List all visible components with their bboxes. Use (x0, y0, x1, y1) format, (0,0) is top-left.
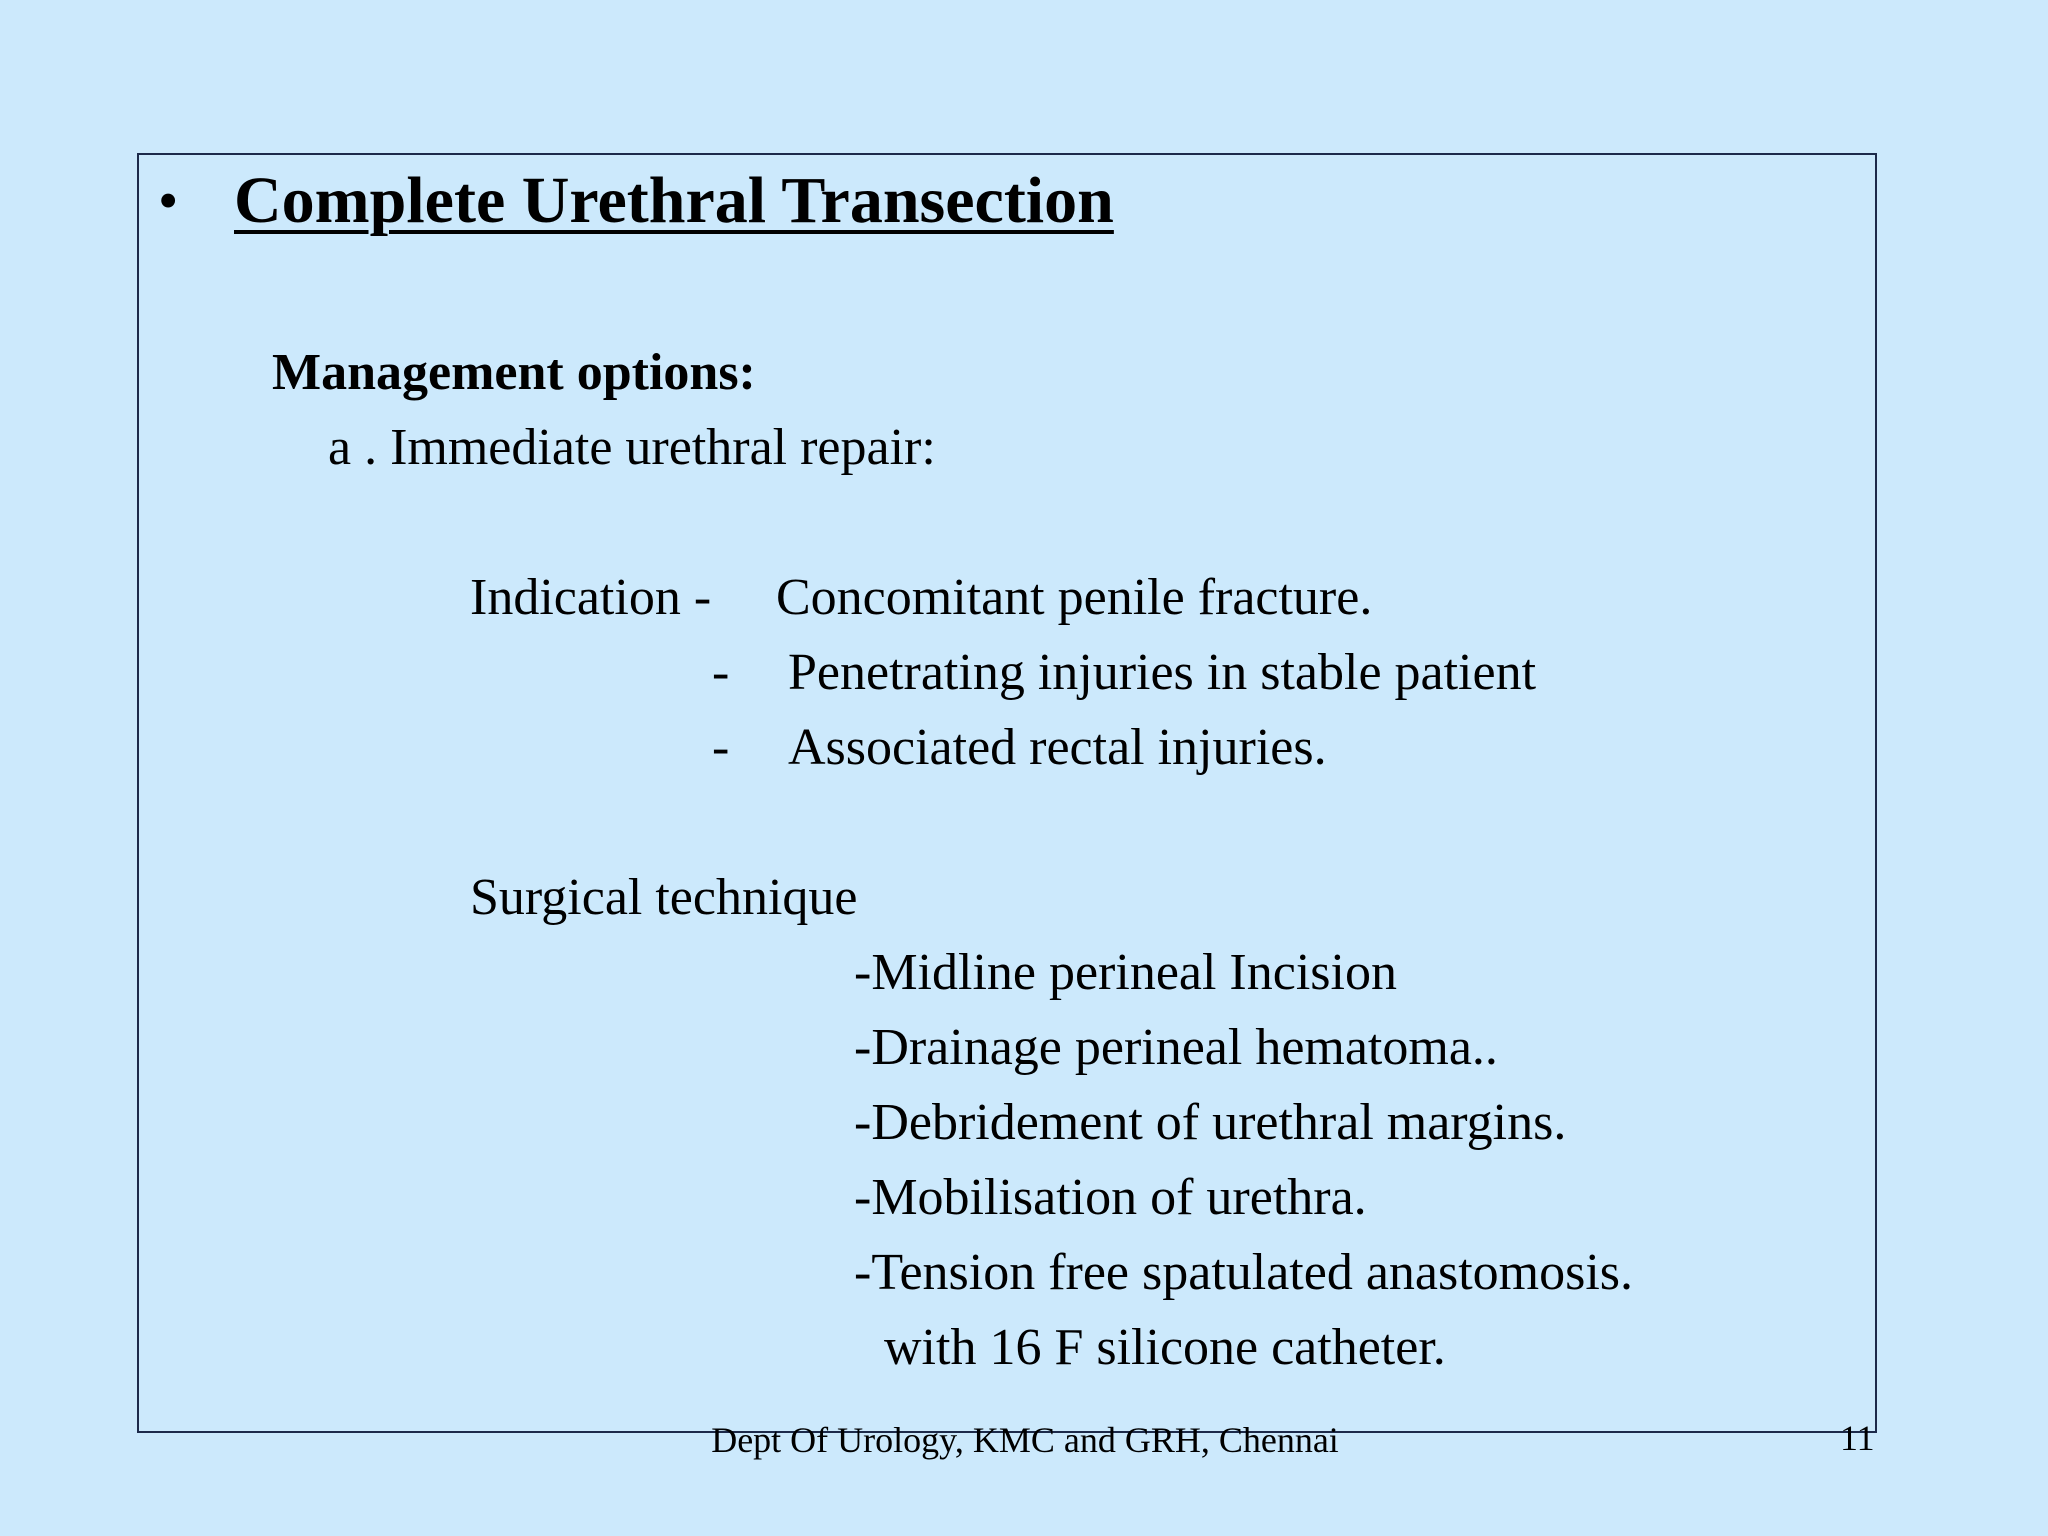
indication-dash: - (712, 644, 730, 701)
technique-step: -Drainage perineal hematoma.. (854, 1019, 1498, 1076)
indication-dash: - (712, 719, 730, 776)
technique-step: -Debridement of urethral margins. (854, 1094, 1567, 1151)
indication-label: Indication - (470, 569, 712, 626)
technique-step: -Mobilisation of urethra. (854, 1169, 1367, 1226)
technique-step: with 16 F silicone catheter. (884, 1319, 1446, 1376)
management-options-heading: Management options: (272, 344, 756, 401)
indication-item: Concomitant penile fracture. (776, 569, 1373, 626)
option-a-text: a . Immediate urethral repair: (328, 419, 936, 476)
technique-step: -Tension free spatulated anastomosis. (854, 1244, 1634, 1301)
bullet-icon: • (158, 168, 179, 233)
page-number: 11 (1840, 1418, 1875, 1458)
slide-title: Complete Urethral Transection (234, 164, 1114, 237)
indication-item: Associated rectal injuries. (788, 719, 1327, 776)
indication-item: Penetrating injuries in stable patient (788, 644, 1537, 701)
technique-step: -Midline perineal Incision (854, 944, 1397, 1001)
footer-institution: Dept Of Urology, KMC and GRH, Chennai (711, 1420, 1339, 1460)
surgical-technique-label: Surgical technique (470, 869, 858, 926)
